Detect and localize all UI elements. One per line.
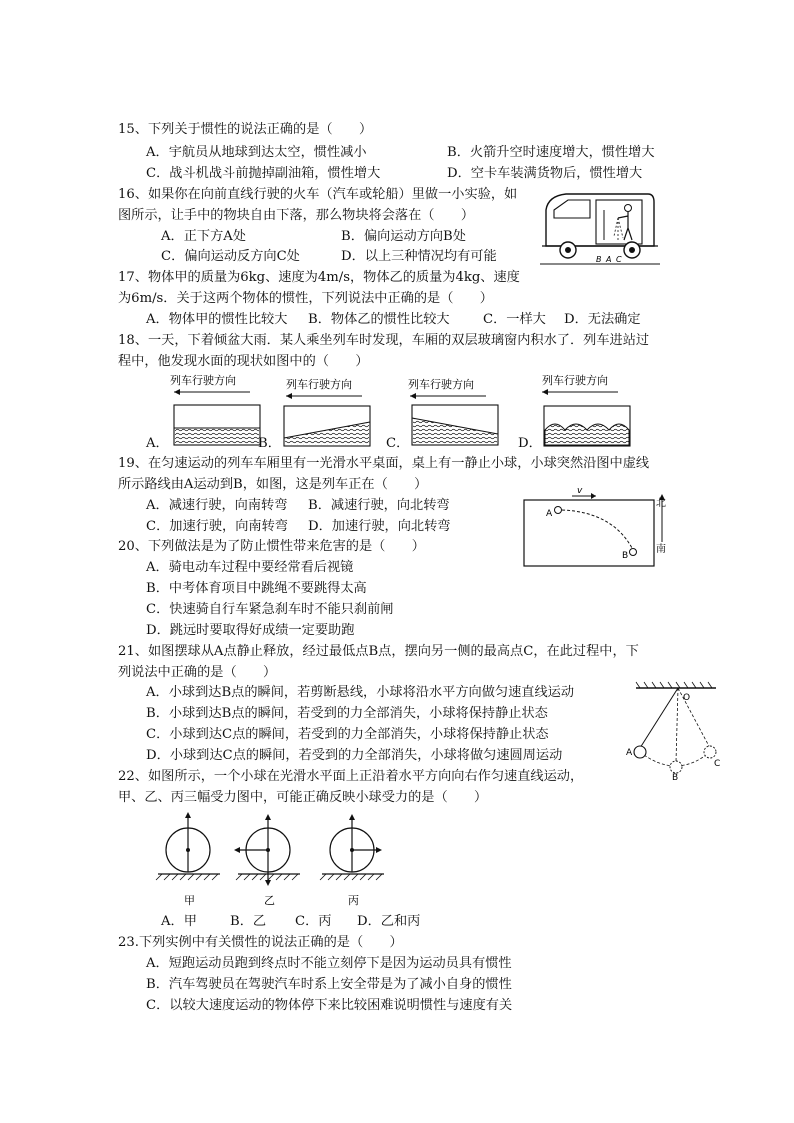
q22-option-d: D．乙和丙 <box>357 914 421 929</box>
q15-stem: 15、下列关于惯性的说法正确的是（ ） <box>118 122 373 137</box>
q19-option-a: A．减速行驶，向南转弯 <box>146 498 288 513</box>
q16-option-c: C．偏向运动反方向C处 <box>161 249 300 264</box>
q21-label-b: B <box>672 773 679 783</box>
q19-stem-line2: 所示路线由A运动到B，如图，这是列车正在（ ） <box>118 477 428 492</box>
q19-south-label: 南 <box>656 544 666 555</box>
q16-option-d: D．以上三种情况均有可能 <box>341 249 497 264</box>
q20-option-c: C．快速骑自行车紧急刹车时不能只刹前闸 <box>146 602 394 617</box>
q16-label-b: B <box>596 255 602 264</box>
q18-dir-label-b: 列车行驶方向 <box>286 378 352 391</box>
q17-option-c: C．一样大 <box>483 312 546 327</box>
q21-pendulum-figure <box>626 680 726 783</box>
q21-stem-line1: 21、如图摆球从A点静止释放，经过最低点B点，摆向另一侧的最高点C，在此过程中，下 <box>118 644 639 659</box>
q23-option-a: A．短跑运动员跑到终点时不能立刻停下是因为运动员具有惯性 <box>146 956 512 971</box>
q21-option-d: D．小球到达C点的瞬间，若受到的力全部消失，小球将做匀速圆周运动 <box>146 748 563 763</box>
q22-option-a: A．甲 <box>161 914 197 929</box>
q23-stem: 23.下列实例中有关惯性的说法正确的是（ ） <box>118 935 403 950</box>
q18-option-c: C． <box>386 436 410 451</box>
q17-option-b: B．物体乙的惯性比较大 <box>308 312 450 327</box>
q21-option-c: C．小球到达C点的瞬间，若受到的力全部消失，小球将保持静止状态 <box>146 727 549 742</box>
q19-label-b: B <box>622 551 629 561</box>
q17-option-d: D．无法确定 <box>564 312 641 327</box>
q18-stem-line2: 程中，他发现水面的现状如图中的（ ） <box>118 354 369 369</box>
q17-stem-line2: 为6m/s．关于这两个物体的惯性，下列说法中正确的是（ ） <box>118 291 493 306</box>
q19-velocity-label: v <box>577 486 583 496</box>
q20-option-b: B．中考体育项目中跳绳不要跳得太高 <box>146 581 367 596</box>
q22-stem-line2: 甲、乙、丙三幅受力图中，可能正确反映小球受力的是（ ） <box>118 790 488 805</box>
q18-dir-label-a: 列车行驶方向 <box>170 374 236 387</box>
q21-label-a: A <box>626 748 633 758</box>
q18-option-a: A． <box>146 436 169 451</box>
q16-option-a: A．正下方A处 <box>161 229 246 244</box>
q19-option-b: B．减速行驶，向北转弯 <box>308 498 450 513</box>
q21-option-a: A．小球到达B点的瞬间，若剪断悬线，小球将沿水平方向做匀速直线运动 <box>146 685 575 700</box>
q17-option-a: A．物体甲的惯性比较大 <box>146 312 288 327</box>
q15-option-d: D．空卡车装满货物后，惯性增大 <box>447 166 643 181</box>
q23-option-b: B．汽车驾驶员在驾驶汽车时系上安全带是为了减小自身的惯性 <box>146 977 512 992</box>
q16-stem-line1: 16、如果你在向前直线行驶的火车（汽车或轮船）里做一小实验，如 <box>118 187 518 202</box>
q18-option-d: D． <box>518 436 542 451</box>
q20-option-a: A．骑电动车过程中要经常看后视镜 <box>146 560 354 575</box>
q16-label-a: A <box>606 255 612 264</box>
q22-option-c: C．丙 <box>295 914 332 929</box>
q22-label-bing: 丙 <box>348 894 359 907</box>
q16-car-figure <box>540 188 660 268</box>
q22-option-b: B．乙 <box>230 914 267 929</box>
q20-option-d: D．跳远时要取得好成绩一定要助跑 <box>146 623 355 638</box>
q19-label-a: A <box>546 509 553 519</box>
q21-label-o: O <box>683 693 691 703</box>
q17-stem-line1: 17、物体甲的质量为6kg、速度为4m/s，物体乙的质量为4kg、速度 <box>118 270 520 285</box>
q16-option-b: B．偏向运动方向B处 <box>341 229 466 244</box>
q15-option-c: C．战斗机战斗前抛掉副油箱，惯性增大 <box>146 166 381 181</box>
q21-label-c: C <box>714 759 721 769</box>
q16-stem-line2: 图所示，让手中的物块自由下落，那么物块将会落在（ ） <box>118 208 475 223</box>
q19-option-d: D．加速行驶，向北转弯 <box>308 519 451 534</box>
q19-north-label: 北 <box>656 498 666 509</box>
q18-option-b: B． <box>258 436 281 451</box>
q22-force-diagrams <box>150 808 410 910</box>
q22-label-jia: 甲 <box>184 894 195 907</box>
q22-stem-line1: 22、如图所示，一个小球在光滑水平面上正沿着水平方向向右作匀速直线运动， <box>118 769 584 784</box>
q21-stem-line2: 列说法中正确的是（ ） <box>118 665 277 680</box>
q15-option-b: B．火箭升空时速度增大，惯性增大 <box>447 145 655 160</box>
q18-dir-label-c: 列车行驶方向 <box>408 378 474 391</box>
q16-label-c: C <box>616 255 622 264</box>
q19-figure <box>522 482 672 568</box>
q20-stem: 20、下列做法是为了防止惯性带来危害的是（ ） <box>118 539 425 554</box>
q18-dir-label-d: 列车行驶方向 <box>542 374 608 387</box>
q15-option-a: A．宇航员从地球到达太空，惯性减小 <box>146 145 367 160</box>
q23-option-c: C．以较大速度运动的物体停下来比较困难说明惯性与速度有关 <box>146 998 513 1013</box>
q18-stem-line1: 18、一天，下着倾盆大雨．某人乘坐列车时发现，车厢的双层玻璃窗内积水了．列车进站过 <box>118 333 650 348</box>
q19-stem-line1: 19、在匀速运动的列车车厢里有一光滑水平桌面，桌上有一静止小球，小球突然沿图中虚线 <box>118 456 650 471</box>
q22-label-yi: 乙 <box>264 894 275 907</box>
q19-option-c: C．加速行驶，向南转弯 <box>146 519 288 534</box>
q21-option-b: B．小球到达B点的瞬间，若受到的力全部消失，小球将保持静止状态 <box>146 706 548 721</box>
